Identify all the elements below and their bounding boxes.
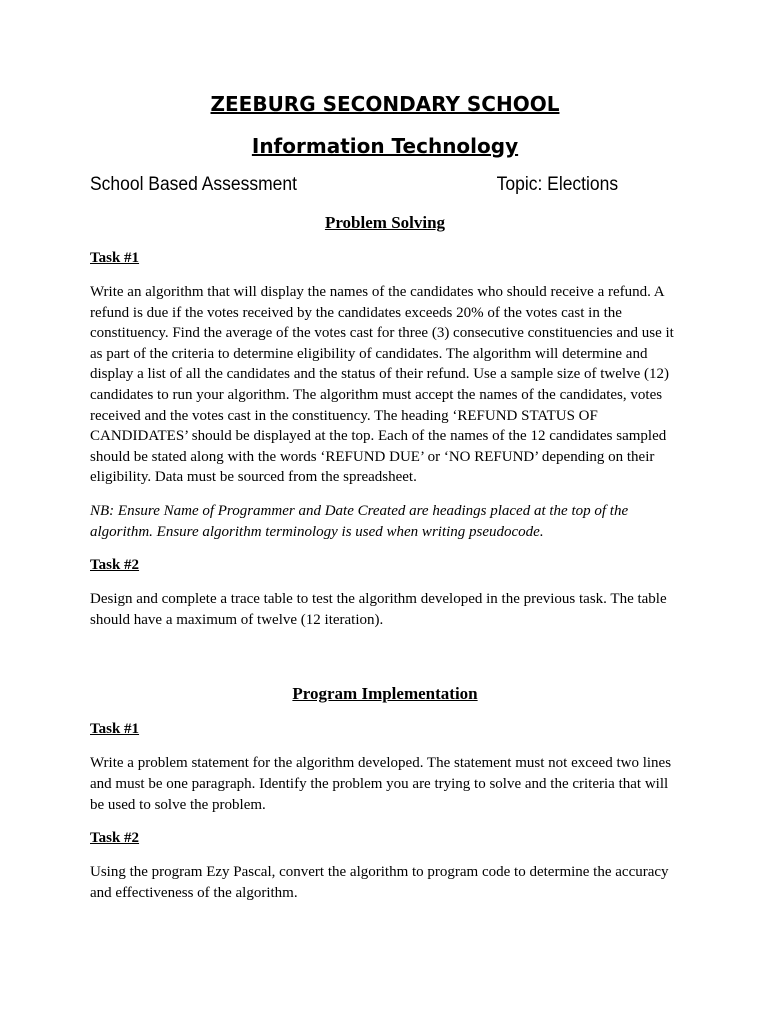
pi-task1-body: Write a problem statement for the algorithm developed. The statement must not exceed two lines and must be one paragraph. Identify the problem you are trying to solve and the criteria that will be used to solve the problem. [90, 755, 672, 813]
subject-title: Information Technology [251, 134, 519, 158]
assessment-meta-row [90, 172, 633, 200]
topic-label: Topic: Elections [496, 174, 619, 195]
ps-task1-body: Write an algorithm that will display the names of the candidates who should receive a refund. A refund is due if the votes received by the candidates exceeds 20% of the votes cast in the constituency. Find the average of the votes cast for three (3) consecutive constituencies and use it as part of the criteria to determine eligibility of candidates. The algorithm will determine and display a list of all the candidates and the status of their refund. Use a sample size of twelve (12) candidates to run your algorithm. The algorithm must accept the names of the candidates, votes received and the votes cast in the constituency. The heading ‘REFUND STATUS OF CANDIDATES’ should be displayed at the top. Each of the names of the 12 candidates sampled should be stated along with the words ‘REFUND DUE’ or ‘NO REFUND’ depending on their eligibility. Data must be sourced from the spreadsheet. [90, 284, 674, 486]
pi-task2-body: Using the program Ezy Pascal, convert the algorithm to program code to determine the accuracy and effectiveness of the algorithm. [90, 864, 669, 901]
program-implementation-heading: Program Implementation [292, 684, 478, 704]
pi-task2-heading: Task #2 [90, 830, 140, 847]
school-title: ZEEBURG SECONDARY SCHOOL [210, 92, 560, 116]
pi-task1-heading: Task #1 [90, 721, 140, 738]
section-spacer [90, 643, 680, 683]
assessment-label: School Based Assessment [90, 174, 297, 195]
problem-solving-heading: Problem Solving [324, 213, 446, 232]
ps-task2-heading: Task #2 [90, 557, 140, 574]
ps-task1-heading: Task #1 [90, 250, 140, 266]
ps-task1-note: NB: Ensure Name of Programmer and Date Created are headings placed at the top of the algorithm. Ensure algorithm terminology is used when writing pseudocode. [90, 502, 629, 540]
ps-task2-body: Design and complete a trace table to test the algorithm developed in the previous task. The table should have a maximum of twelve (12 iteration). [90, 591, 667, 628]
document-page [90, 90, 680, 916]
